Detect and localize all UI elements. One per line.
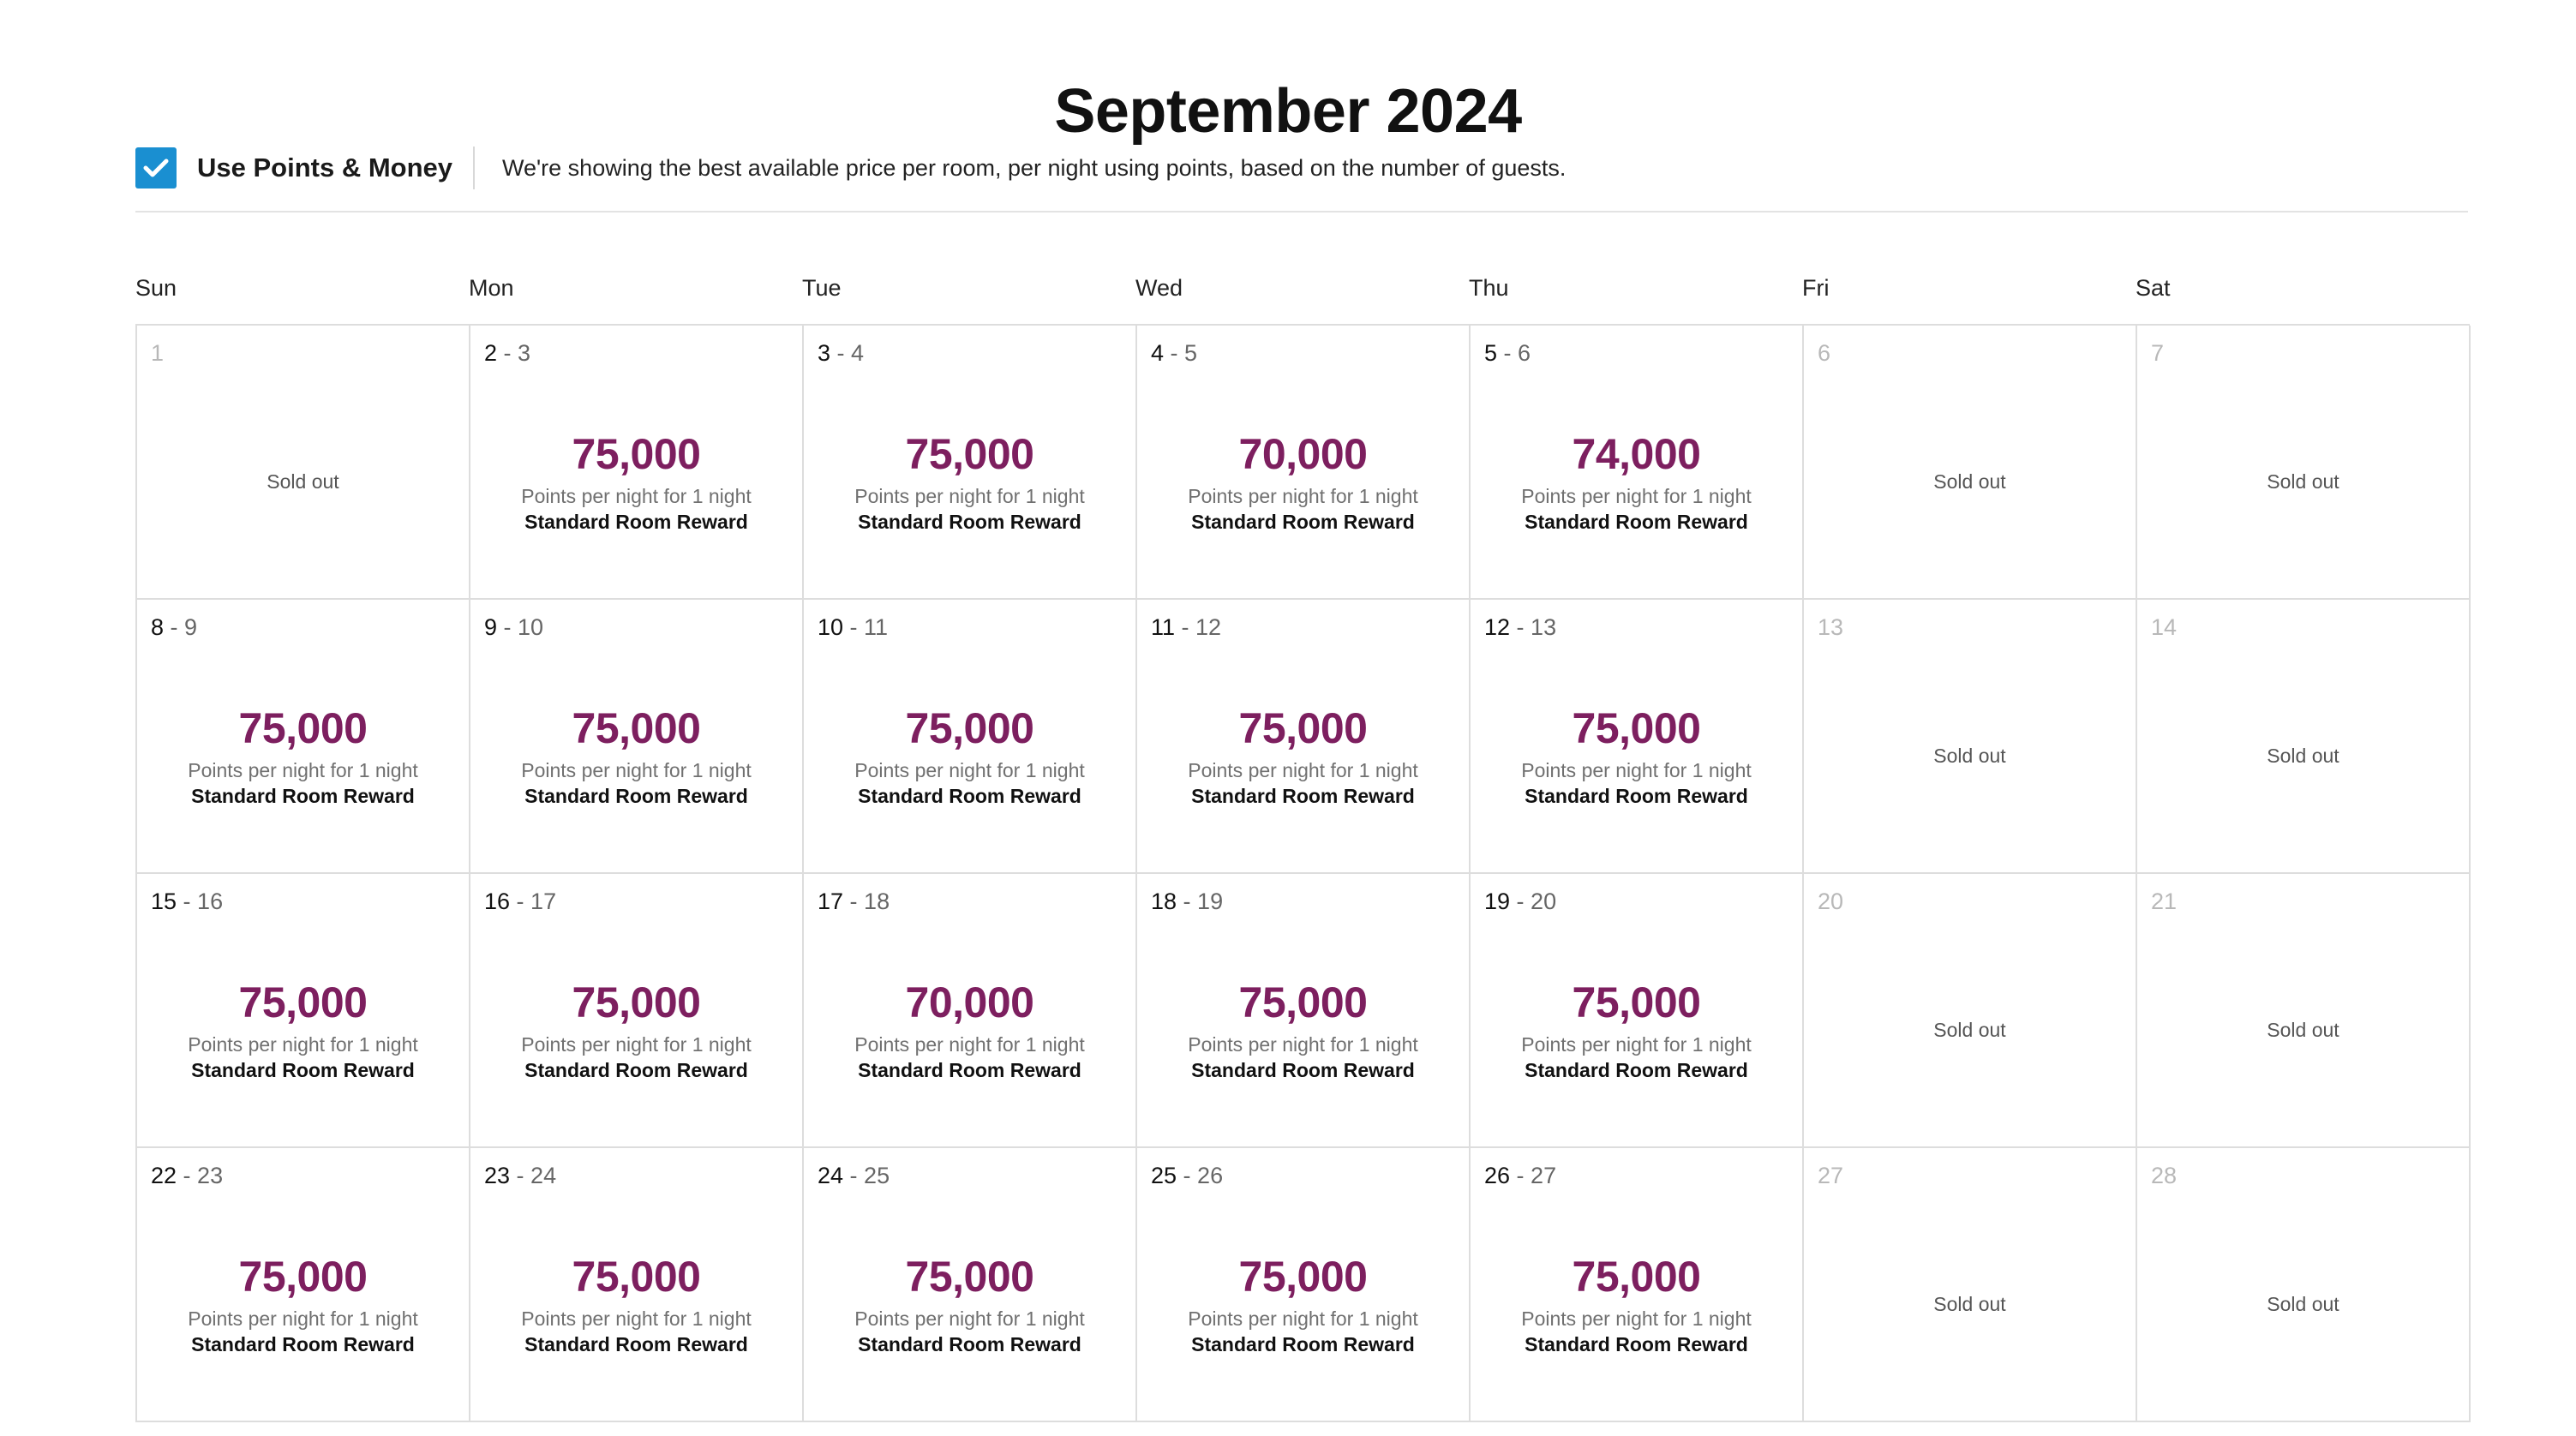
day-start-date: 2: [484, 340, 498, 366]
points-per-night-label: Points per night for 1 night: [521, 485, 752, 507]
day-end-date: 11: [864, 614, 889, 640]
sold-out-label: Sold out: [2267, 470, 2339, 493]
points-price: 70,000: [905, 978, 1034, 1026]
day-date-range: [151, 612, 197, 643]
calendar-day[interactable]: [1137, 1148, 1471, 1422]
points-per-night-label: Points per night for 1 night: [188, 1307, 418, 1330]
day-end-date: 19: [1197, 889, 1224, 914]
points-price: 75,000: [1238, 978, 1368, 1026]
calendar-day-sold-out: [1804, 874, 2137, 1148]
room-rate-name: Standard Room Reward: [191, 1059, 415, 1081]
day-date-range: [151, 1160, 223, 1191]
date-range-separator: -: [1510, 614, 1531, 640]
day-end-date: 23: [197, 1163, 224, 1188]
day-date-range: [1484, 338, 1531, 368]
day-date-range: [1151, 1160, 1223, 1191]
points-price: 75,000: [238, 978, 368, 1026]
date-range-separator: -: [1177, 889, 1198, 914]
calendar-day[interactable]: [804, 600, 1137, 874]
day-price-block: [1137, 703, 1469, 809]
day-price-block: [1137, 1251, 1469, 1357]
date-range-separator: -: [1175, 614, 1196, 640]
day-end-date: 12: [1195, 614, 1222, 640]
day-end-date: 17: [530, 889, 557, 914]
date-range-separator: -: [510, 1163, 531, 1188]
day-end-date: 18: [864, 889, 890, 914]
points-per-night-label: Points per night for 1 night: [1188, 1033, 1418, 1056]
calendar-day[interactable]: [137, 1148, 470, 1422]
calendar-day[interactable]: [470, 874, 804, 1148]
calendar-day-sold-out: [1804, 326, 2137, 600]
room-rate-name: Standard Room Reward: [1525, 1333, 1748, 1355]
day-date-range: [818, 338, 864, 368]
day-start-date: 28: [2151, 1163, 2178, 1188]
day-start-date: 16: [484, 889, 511, 914]
day-price-block: [470, 703, 802, 809]
date-range-separator: -: [1510, 889, 1531, 914]
points-price: 75,000: [238, 1253, 368, 1301]
day-date-range: [484, 612, 543, 643]
room-rate-name: Standard Room Reward: [1525, 511, 1748, 533]
day-date-range: [151, 886, 223, 917]
day-price-block: [1471, 428, 1802, 535]
day-start-date: 25: [1151, 1163, 1177, 1188]
day-start-date: 22: [151, 1163, 177, 1188]
day-date-range: [818, 886, 890, 917]
sold-out-label: Sold out: [1933, 1019, 2006, 1041]
calendar-day[interactable]: [137, 874, 470, 1148]
day-price-block: [137, 703, 469, 809]
day-end-date: 13: [1531, 614, 1557, 640]
day-date-range: [484, 1160, 556, 1191]
day-start-date: 14: [2151, 614, 2178, 640]
date-range-separator: -: [843, 889, 865, 914]
day-price-block: [804, 703, 1135, 809]
day-end-date: 24: [530, 1163, 557, 1188]
points-per-night-label: Points per night for 1 night: [521, 759, 752, 781]
day-date-range: [818, 612, 888, 643]
room-rate-name: Standard Room Reward: [1191, 511, 1415, 533]
points-per-night-label: Points per night for 1 night: [1521, 1307, 1752, 1330]
date-range-separator: -: [1164, 340, 1185, 366]
points-per-night-label: Points per night for 1 night: [1521, 1033, 1752, 1056]
day-start-date: 9: [484, 614, 498, 640]
weekday-sat: Sat: [2136, 275, 2171, 301]
date-range-separator: -: [843, 614, 865, 640]
day-price-block: [1137, 977, 1469, 1083]
points-per-night-label: Points per night for 1 night: [1521, 485, 1752, 507]
calendar-day-sold-out: [2137, 874, 2471, 1148]
points-per-night-label: Points per night for 1 night: [854, 1033, 1085, 1056]
calendar-day-sold-out: [2137, 326, 2471, 600]
day-start-date: 17: [818, 889, 844, 914]
day-date-range: [484, 338, 530, 368]
room-rate-name: Standard Room Reward: [1525, 785, 1748, 807]
day-start-date: 3: [818, 340, 831, 366]
weekday-tue: Tue: [802, 275, 842, 301]
room-rate-name: Standard Room Reward: [858, 1059, 1081, 1081]
options-divider: [473, 147, 475, 189]
use-points-money-checkbox[interactable]: [135, 147, 177, 188]
day-date-range: [1484, 612, 1556, 643]
day-end-date: 26: [1197, 1163, 1224, 1188]
date-range-separator: -: [830, 340, 852, 366]
weekday-sun: Sun: [135, 275, 177, 301]
day-date-range: [1818, 338, 1830, 368]
day-end-date: 9: [184, 614, 198, 640]
day-end-date: 25: [864, 1163, 890, 1188]
page-title: September 2024: [1054, 77, 1522, 147]
points-price: 75,000: [1238, 704, 1368, 752]
room-rate-name: Standard Room Reward: [858, 511, 1081, 533]
day-start-date: 11: [1151, 614, 1176, 640]
day-price-block: [804, 977, 1135, 1083]
day-start-date: 21: [2151, 889, 2178, 914]
day-date-range: [1151, 338, 1197, 368]
sold-out-label: Sold out: [2267, 1019, 2339, 1041]
date-range-separator: -: [1510, 1163, 1531, 1188]
points-per-night-label: Points per night for 1 night: [1188, 759, 1418, 781]
day-date-range: [818, 1160, 890, 1191]
day-price-block: [470, 1251, 802, 1357]
calendar-day[interactable]: [1471, 326, 1804, 600]
points-price: 70,000: [1238, 430, 1368, 478]
date-range-separator: -: [497, 614, 518, 640]
day-start-date: 15: [151, 889, 177, 914]
sold-out-label: Sold out: [1933, 745, 2006, 767]
day-start-date: 6: [1818, 340, 1831, 366]
date-range-separator: -: [843, 1163, 865, 1188]
room-rate-name: Standard Room Reward: [1525, 1059, 1748, 1081]
day-price-block: [804, 428, 1135, 535]
room-rate-name: Standard Room Reward: [858, 1333, 1081, 1355]
weekday-mon: Mon: [469, 275, 514, 301]
day-price-block: [804, 1251, 1135, 1357]
day-date-range: [151, 338, 164, 368]
points-per-night-label: Points per night for 1 night: [521, 1307, 752, 1330]
day-end-date: 3: [518, 340, 531, 366]
calendar-day[interactable]: [804, 326, 1137, 600]
points-per-night-label: Points per night for 1 night: [1188, 485, 1418, 507]
weekday-fri: Fri: [1802, 275, 1830, 301]
day-start-date: 8: [151, 614, 165, 640]
day-date-range: [1818, 1160, 1843, 1191]
points-per-night-label: Points per night for 1 night: [1188, 1307, 1418, 1330]
use-points-money-label[interactable]: Use Points & Money: [197, 153, 452, 182]
date-range-separator: -: [497, 340, 518, 366]
points-price: 75,000: [1572, 1253, 1701, 1301]
date-range-separator: -: [164, 614, 185, 640]
pricing-description: We're showing the best available price per room, per night using points, based on the number of guests.: [502, 154, 1567, 181]
points-price: 75,000: [572, 430, 701, 478]
sold-out-label: Sold out: [267, 470, 339, 493]
points-per-night-label: Points per night for 1 night: [854, 759, 1085, 781]
calendar-day[interactable]: [137, 600, 470, 874]
day-start-date: 27: [1818, 1163, 1844, 1188]
day-end-date: 10: [518, 614, 544, 640]
points-price: 75,000: [905, 704, 1034, 752]
points-price: 75,000: [572, 1253, 701, 1301]
points-per-night-label: Points per night for 1 night: [1521, 759, 1752, 781]
calendar-day[interactable]: [1471, 874, 1804, 1148]
day-start-date: 1: [151, 340, 165, 366]
sold-out-label: Sold out: [1933, 1293, 2006, 1315]
points-price: 74,000: [1572, 430, 1701, 478]
weekday-header: [135, 271, 2470, 305]
calendar-day-sold-out: [1804, 600, 2137, 874]
day-price-block: [1471, 977, 1802, 1083]
day-date-range: [2151, 612, 2177, 643]
points-price: 75,000: [1572, 704, 1701, 752]
calendar-day[interactable]: [1137, 326, 1471, 600]
day-end-date: 6: [1518, 340, 1531, 366]
points-price: 75,000: [1572, 978, 1701, 1026]
weekday-thu: Thu: [1469, 275, 1509, 301]
points-per-night-label: Points per night for 1 night: [188, 1033, 418, 1056]
sold-out-label: Sold out: [1933, 470, 2006, 493]
day-start-date: 5: [1484, 340, 1498, 366]
date-range-separator: -: [1177, 1163, 1198, 1188]
day-date-range: [2151, 886, 2177, 917]
points-price: 75,000: [572, 978, 701, 1026]
weekday-wed: Wed: [1135, 275, 1183, 301]
day-price-block: [137, 977, 469, 1083]
date-range-separator: -: [1497, 340, 1519, 366]
room-rate-name: Standard Room Reward: [191, 785, 415, 807]
day-end-date: 27: [1531, 1163, 1557, 1188]
day-date-range: [1151, 612, 1221, 643]
day-end-date: 16: [197, 889, 224, 914]
points-price: 75,000: [572, 704, 701, 752]
day-start-date: 13: [1818, 614, 1844, 640]
points-price: 75,000: [905, 1253, 1034, 1301]
day-date-range: [2151, 1160, 2177, 1191]
calendar-day-sold-out: [2137, 1148, 2471, 1422]
day-start-date: 18: [1151, 889, 1177, 914]
room-rate-name: Standard Room Reward: [1191, 785, 1415, 807]
room-rate-name: Standard Room Reward: [524, 511, 748, 533]
day-date-range: [1484, 1160, 1556, 1191]
room-rate-name: Standard Room Reward: [858, 785, 1081, 807]
day-date-range: [2151, 338, 2164, 368]
calendar-day[interactable]: [1137, 874, 1471, 1148]
points-price: 75,000: [238, 704, 368, 752]
day-price-block: [470, 977, 802, 1083]
header-divider: [135, 211, 2468, 212]
day-start-date: 24: [818, 1163, 844, 1188]
points-money-options: [135, 147, 2468, 188]
date-range-separator: -: [177, 1163, 198, 1188]
day-start-date: 23: [484, 1163, 511, 1188]
room-rate-name: Standard Room Reward: [191, 1333, 415, 1355]
date-range-separator: -: [510, 889, 531, 914]
room-rate-name: Standard Room Reward: [524, 1059, 748, 1081]
calendar-day[interactable]: [470, 1148, 804, 1422]
day-date-range: [1818, 886, 1843, 917]
points-per-night-label: Points per night for 1 night: [188, 759, 418, 781]
day-price-block: [1471, 703, 1802, 809]
day-start-date: 26: [1484, 1163, 1511, 1188]
day-end-date: 4: [851, 340, 865, 366]
points-price: 75,000: [1238, 1253, 1368, 1301]
calendar-grid: [135, 324, 2470, 1422]
calendar-day[interactable]: [470, 600, 804, 874]
calendar-day[interactable]: [470, 326, 804, 600]
calendar-day[interactable]: [804, 1148, 1137, 1422]
day-end-date: 5: [1184, 340, 1198, 366]
sold-out-label: Sold out: [2267, 1293, 2339, 1315]
day-price-block: [1137, 428, 1469, 535]
day-date-range: [1151, 886, 1223, 917]
room-rate-name: Standard Room Reward: [1191, 1333, 1415, 1355]
room-rate-name: Standard Room Reward: [1191, 1059, 1415, 1081]
sold-out-label: Sold out: [2267, 745, 2339, 767]
points-price: 75,000: [905, 430, 1034, 478]
points-per-night-label: Points per night for 1 night: [521, 1033, 752, 1056]
day-start-date: 19: [1484, 889, 1511, 914]
day-start-date: 20: [1818, 889, 1844, 914]
day-date-range: [484, 886, 556, 917]
day-start-date: 12: [1484, 614, 1511, 640]
calendar-day-sold-out: [137, 326, 470, 600]
day-end-date: 20: [1531, 889, 1557, 914]
calendar-day[interactable]: [1471, 600, 1804, 874]
day-price-block: [470, 428, 802, 535]
day-price-block: [137, 1251, 469, 1357]
calendar-day[interactable]: [804, 874, 1137, 1148]
points-per-night-label: Points per night for 1 night: [854, 1307, 1085, 1330]
day-date-range: [1818, 612, 1843, 643]
room-rate-name: Standard Room Reward: [524, 785, 748, 807]
day-price-block: [1471, 1251, 1802, 1357]
checkmark-icon: [143, 158, 169, 178]
calendar-day[interactable]: [1137, 600, 1471, 874]
calendar-day-sold-out: [2137, 600, 2471, 874]
points-per-night-label: Points per night for 1 night: [854, 485, 1085, 507]
room-rate-name: Standard Room Reward: [524, 1333, 748, 1355]
day-start-date: 7: [2151, 340, 2165, 366]
calendar-day-sold-out: [1804, 1148, 2137, 1422]
date-range-separator: -: [177, 889, 198, 914]
day-date-range: [1484, 886, 1556, 917]
day-start-date: 10: [818, 614, 844, 640]
day-start-date: 4: [1151, 340, 1165, 366]
calendar-day[interactable]: [1471, 1148, 1804, 1422]
